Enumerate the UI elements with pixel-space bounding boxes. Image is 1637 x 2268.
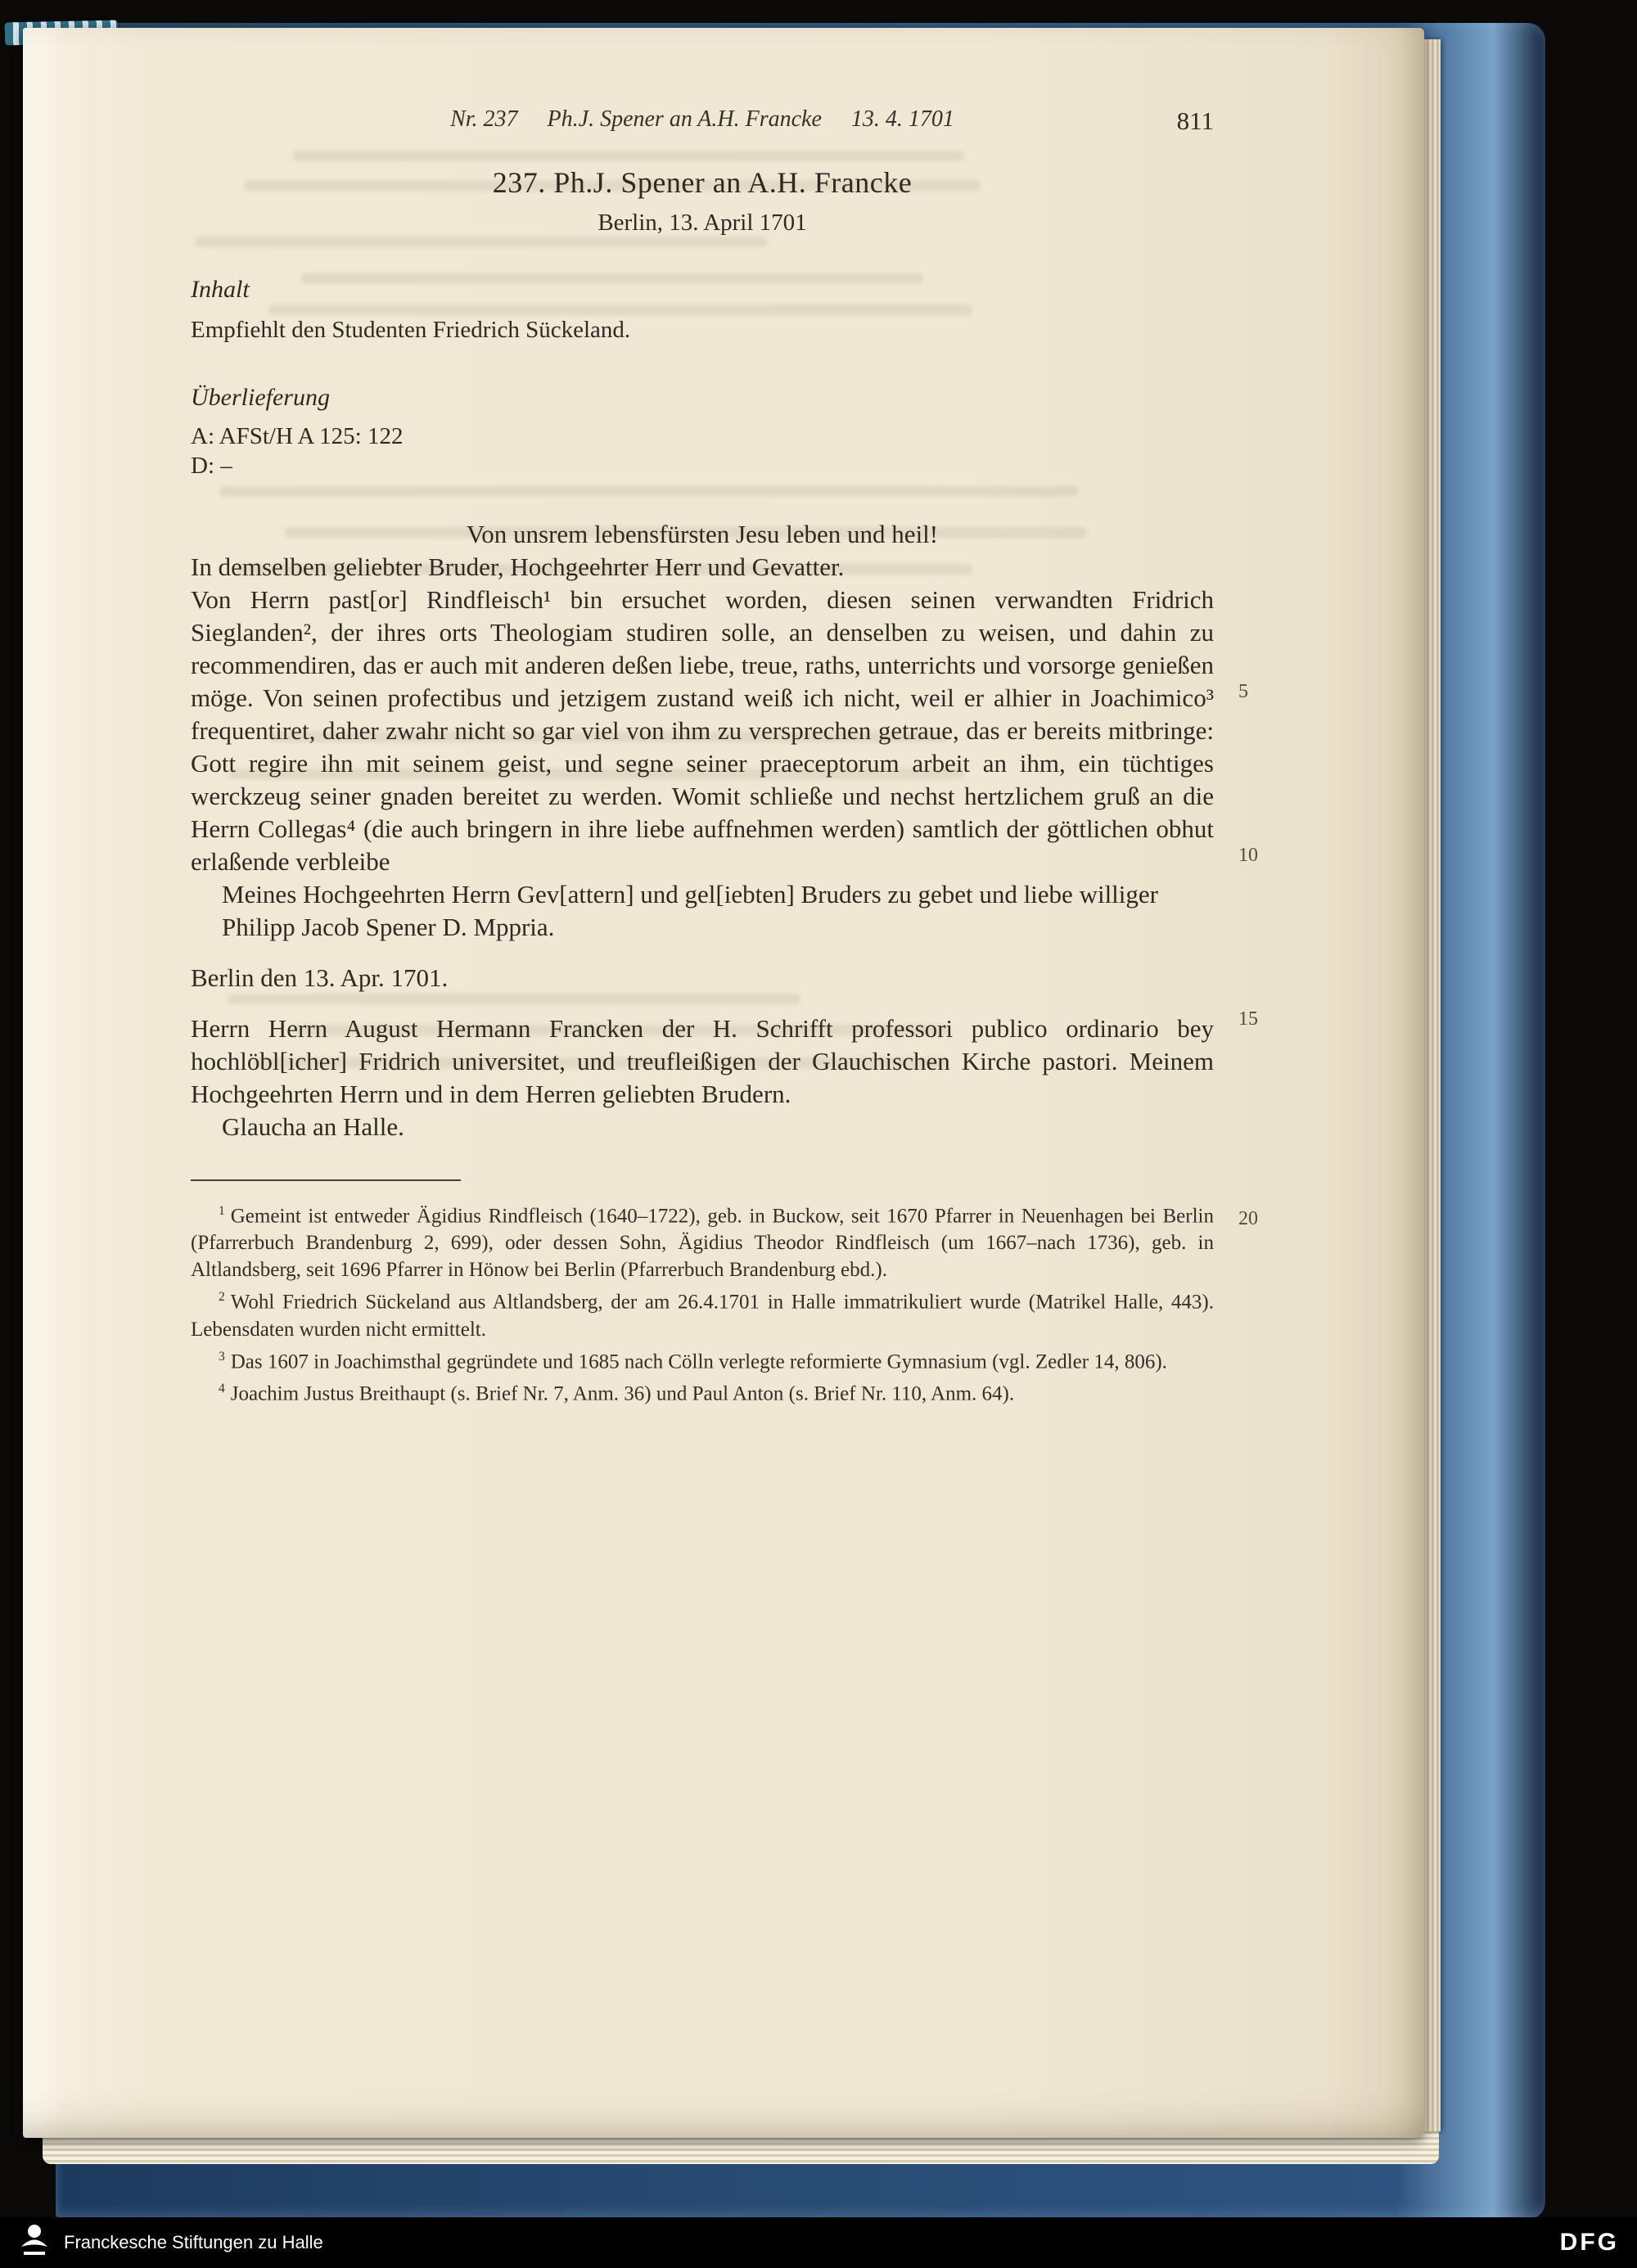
header-title: Ph.J. Spener an A.H. Francke [547,106,822,132]
footer-institution: Franckesche Stiftungen zu Halle [64,2232,323,2252]
footnote-1-marker: 1 [219,1204,225,1218]
footnote-3-text: Das 1607 in Joachimsthal gegründete und 1685 nach Cölln verlegte reformierte Gymnasium (vgl. Zedler 14, 806). [230,1350,1167,1373]
book-page [23,28,1424,2138]
page-edges-right [1424,39,1441,2131]
footnotes-block [191,1197,1214,1407]
margin-line-number-15: 15 [1238,1008,1258,1030]
addressee-line: In demselben geliebter Bruder, Hochgeehrter Herr und Gevatter. [191,552,845,581]
francke-stiftungen-logo [18,2222,51,2264]
footnote-1 [191,1197,1214,1283]
letter-dateline: Berlin, 13. April 1701 [598,210,807,236]
header-number: Nr. 237 [450,106,518,132]
page-number: 811 [1176,106,1214,135]
footnote-2-marker: 2 [219,1290,225,1305]
address-place-line: Glaucha an Halle. [222,1112,404,1141]
footnote-2 [191,1283,1214,1342]
footnote-4 [191,1375,1214,1407]
footer-bar [0,2217,1637,2268]
ueberlieferung-label: Überlieferung [191,384,330,411]
footer-left [18,2222,323,2264]
signature-line: Philipp Jacob Spener D. Mppria. [222,913,555,941]
transmission-line-d: D: – [191,453,232,479]
footnote-3-marker: 3 [219,1349,225,1364]
footnote-1-text: Gemeint ist entweder Ägidius Rindfleisch (1640–1722), geb. in Buckow, seit 1670 Pfarrer in Neuenhagen bei Berlin (Pfarrerbuch Brandenburg 2, 699), oder dessen Sohn, Ägidius Theodor Rindfleisch (um 1667–nach 1736), geb. in Altlandsberg, seit 1696 Pfarrer in Hönow bei Berlin (Pfarrerbuch Brandenburg ebd.). [191,1205,1214,1282]
salutation-line: Von unsrem lebensfürsten Jesu leben und heil! [466,520,939,548]
inhalt-text: Empfiehlt den Studenten Friedrich Sückeland. [191,317,631,343]
text-column [191,106,1258,1407]
margin-line-number-20: 20 [1238,1208,1258,1229]
running-header-center [191,106,1214,133]
letter-heading: 237. Ph.J. Spener an A.H. Francke [492,166,913,199]
margin-line-number-5: 5 [1238,681,1248,702]
header-date: 13. 4. 1701 [850,106,954,132]
transmission-line-a: A: AFSt/H A 125: 122 [191,423,404,449]
margin-line-number-10: 10 [1238,845,1258,866]
footnote-rule [191,1179,461,1181]
inhalt-label: Inhalt [191,276,250,303]
valediction: Meines Hochgeehrten Herrn Gev[attern] und gel[iebten] Bruders zu gebet und liebe williger [222,880,1158,909]
letter-main-paragraph: Von Herrn past[or] Rindfleisch¹ bin ersuchet worden, diesen seinen verwandten Fridrich Sieglanden², der ihres orts Theologiam studiren solle, an denselben zu weisen, und dahin zu recommendiren, das er auch mit anderen deßen liebe, treue, raths, unterrichts und vorsorge genießen möge. Von seinen profectibus und jetzigem zustand weiß ich nicht, weil er alhier in Joachimico³ frequentiret, daher zwahr nicht so gar viel von ihm zu versprechen getraue, das er bereits mitbringe: Gott regire ihn mit seinem geist, und segne seiner praeceptorum arbeit an ihm, ein tüchtiges werckzeug seiner gnaden bereitet zu werden. Womit schließe und nechst hertzlichem gruß an die Herrn Collegas⁴ (die auch bringern in ihre liebe auffnehmen werden) samtlich der göttlichen obhut erlaßende verbleibe [191,585,1214,876]
dfg-logo: DFG [1559,2229,1619,2256]
footnote-2-text: Wohl Friedrich Sückeland aus Altlandsberg, der am 26.4.1701 in Halle immatrikuliert wurde (Matrikel Halle, 443). Lebensdaten wurden nicht ermittelt. [191,1291,1214,1341]
letter-text [191,518,1258,1229]
footnote-4-text: Joachim Justus Breithaupt (s. Brief Nr. 7, Anm. 36) und Paul Anton (s. Brief Nr. 110, Anm. 64). [230,1382,1015,1405]
footnote-4-marker: 4 [219,1381,225,1396]
outer-address: Herrn Herrn August Hermann Francken der H. Schrifft professori publico ordinario bey hochlöbl[icher] Fridrich universitet, und treufleißigen der Glauchischen Kirche pastori. Meinem Hochgeehrten Herrn und in dem Herren geliebten Brudern. [191,1014,1214,1108]
place-date-line: Berlin den 13. Apr. 1701. [191,963,449,992]
running-header [191,106,1214,141]
footnote-3 [191,1343,1214,1375]
